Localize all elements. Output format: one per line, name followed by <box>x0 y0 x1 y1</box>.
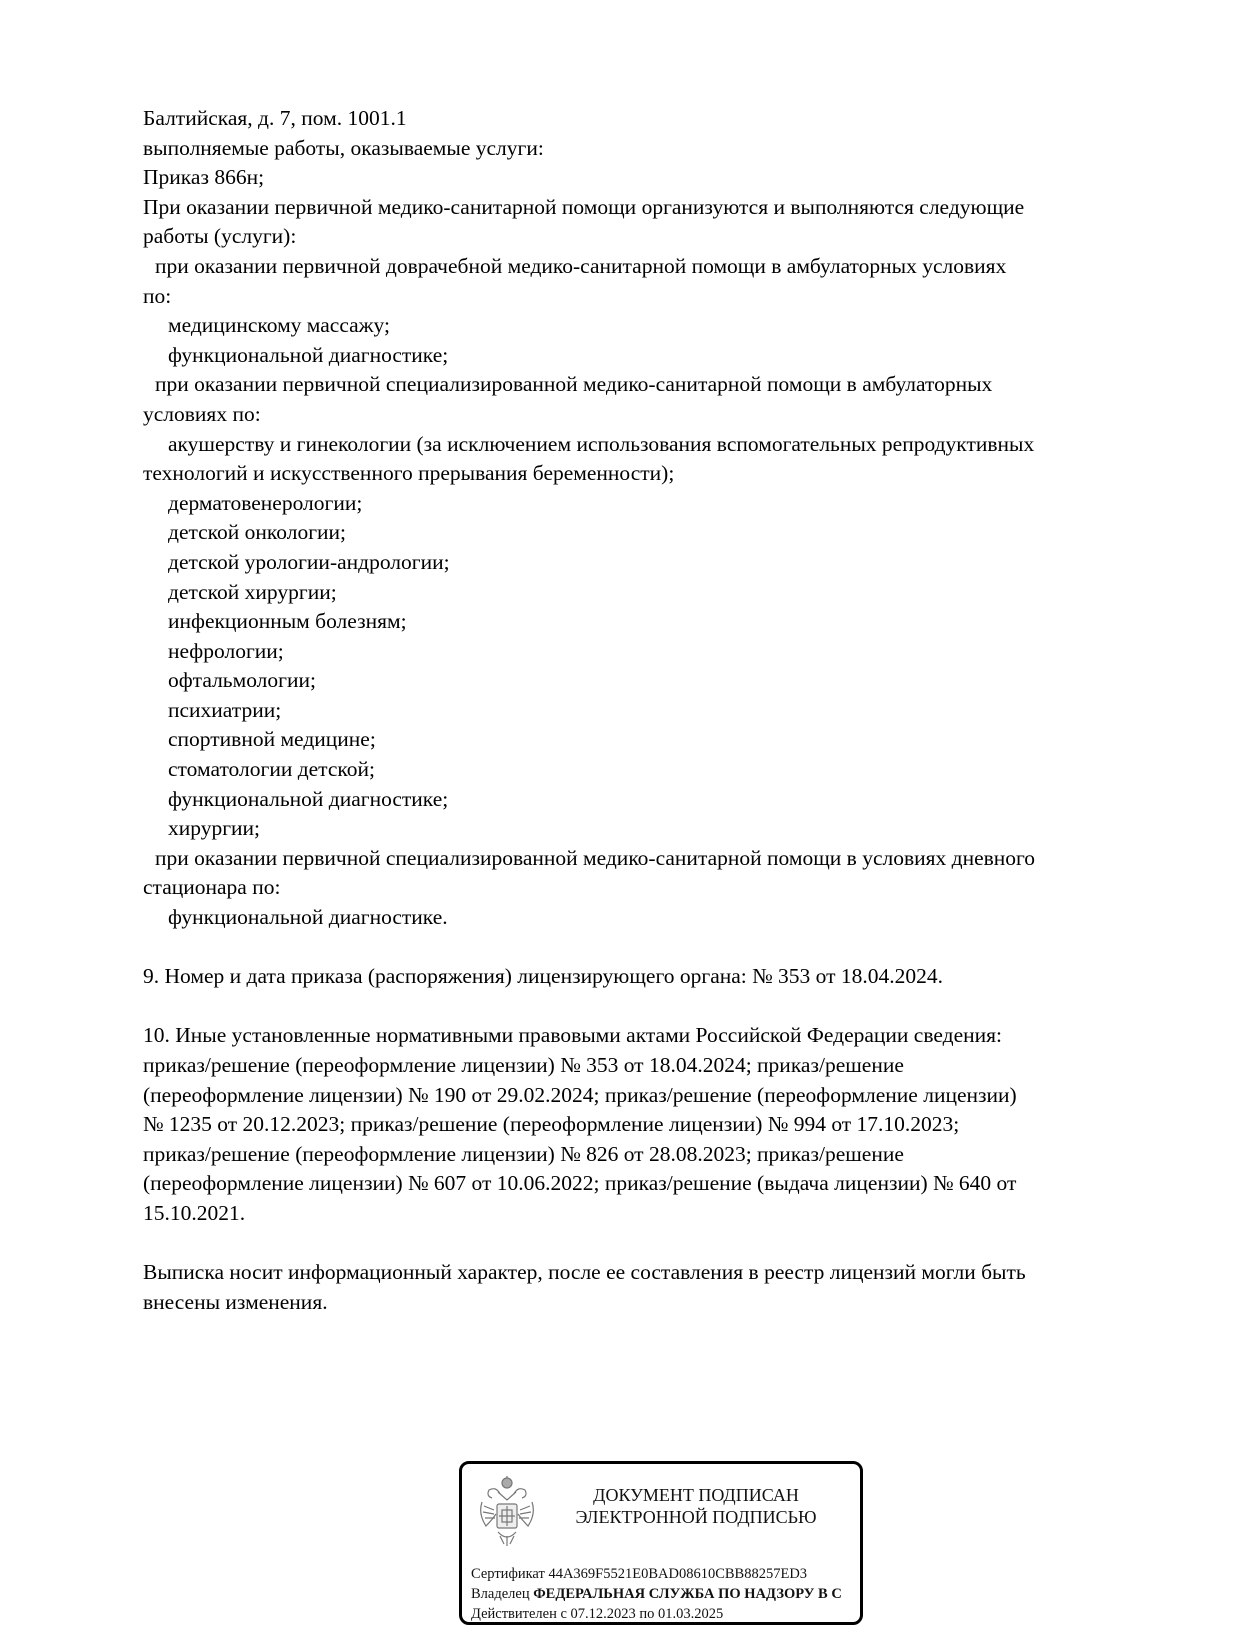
stamp-title <box>546 1484 846 1528</box>
text-line: при оказании первичной доврачебной медико-санитарной помощи в амбулаторных условиях <box>155 253 1007 278</box>
text-line: работы (услуги): <box>143 224 297 249</box>
text-line: 9. Номер и дата приказа (распоряжения) лицензирующего органа: № 353 от 18.04.2024. <box>143 964 944 989</box>
text-line: офтальмологии; <box>168 668 316 693</box>
text-line: детской хирургии; <box>168 579 337 604</box>
stamp-info <box>471 1564 842 1624</box>
text-line: Приказ 866н; <box>143 165 265 190</box>
text-line: приказ/решение (переоформление лицензии) № 826 от 28.08.2023; приказ/решение <box>143 1141 904 1166</box>
coat-of-arms-icon <box>476 1474 538 1548</box>
owner-line <box>471 1584 842 1604</box>
text-line: нефрологии; <box>168 638 284 663</box>
text-line: детской урологии-андрологии; <box>168 549 450 574</box>
text-line: выполняемые работы, оказываемые услуги: <box>143 135 544 160</box>
text-line: технологий и искусственного прерывания беременности); <box>143 461 675 486</box>
text-line: функциональной диагностике; <box>168 786 449 811</box>
stamp-title-line1: ДОКУМЕНТ ПОДПИСАН <box>593 1485 799 1505</box>
certificate-label: Сертификат <box>471 1566 545 1582</box>
text-line: при оказании первичной специализированной медико-санитарной помощи в амбулаторных <box>155 372 993 397</box>
text-line: по: <box>143 283 172 308</box>
text-line: (переоформление лицензии) № 607 от 10.06.2022; приказ/решение (выдача лицензии) № 640 от <box>143 1171 1017 1196</box>
owner-value: ФЕДЕРАЛЬНАЯ СЛУЖБА ПО НАДЗОРУ В С <box>533 1586 842 1602</box>
text-line: Выписка носит информационный характер, после ее составления в реестр лицензий могли быть <box>143 1260 1026 1285</box>
text-line: 10. Иные установленные нормативными правовыми актами Российской Федерации сведения: <box>143 1023 1002 1048</box>
text-line: При оказании первичной медико-санитарной помощи организуются и выполняются следующие <box>143 194 1025 219</box>
text-line: № 1235 от 20.12.2023; приказ/решение (переоформление лицензии) № 994 от 17.10.2023; <box>143 1112 960 1137</box>
text-line: медицинскому массажу; <box>168 313 390 338</box>
text-line: 15.10.2021. <box>143 1200 246 1225</box>
text-line: детской онкологии; <box>168 520 347 545</box>
blank-line <box>143 933 1153 963</box>
blank-line <box>143 1229 1153 1259</box>
blank-line <box>143 992 1153 1022</box>
owner-label: Владелец <box>471 1586 530 1602</box>
text-line: спортивной медицине; <box>168 727 376 752</box>
document-body <box>143 104 1153 1317</box>
text-line: акушерству и гинекологии (за исключением использования вспомогательных репродуктивных <box>168 431 1035 456</box>
text-line: (переоформление лицензии) № 190 от 29.02.2024; приказ/решение (переоформление лицензии) <box>143 1082 1017 1107</box>
certificate-line <box>471 1564 842 1584</box>
text-line: условиях по: <box>143 401 261 426</box>
validity-line: Действителен с 07.12.2023 по 01.03.2025 <box>471 1606 724 1622</box>
text-line: функциональной диагностике; <box>168 342 449 367</box>
certificate-value: 44A369F5521E0BAD08610CBB88257ED3 <box>548 1566 808 1582</box>
text-line: психиатрии; <box>168 697 282 722</box>
text-line: приказ/решение (переоформление лицензии) № 353 от 18.04.2024; приказ/решение <box>143 1053 904 1077</box>
text-line: функциональной диагностике. <box>168 905 448 930</box>
text-line: стационара по: <box>143 875 281 900</box>
electronic-signature-stamp <box>459 1461 863 1625</box>
text-line: дерматовенерологии; <box>168 490 363 515</box>
stamp-title-line2: ЭЛЕКТРОННОЙ ПОДПИСЬЮ <box>575 1507 817 1527</box>
text-line: Балтийская, д. 7, пом. 1001.1 <box>143 106 407 130</box>
text-line: инфекционным болезням; <box>168 609 407 634</box>
text-line: при оказании первичной специализированной медико-санитарной помощи в условиях дневного <box>155 845 1036 870</box>
text-line: хирургии; <box>168 816 261 841</box>
text-line: внесены изменения. <box>143 1289 328 1314</box>
text-line: стоматологии детской; <box>168 757 375 782</box>
